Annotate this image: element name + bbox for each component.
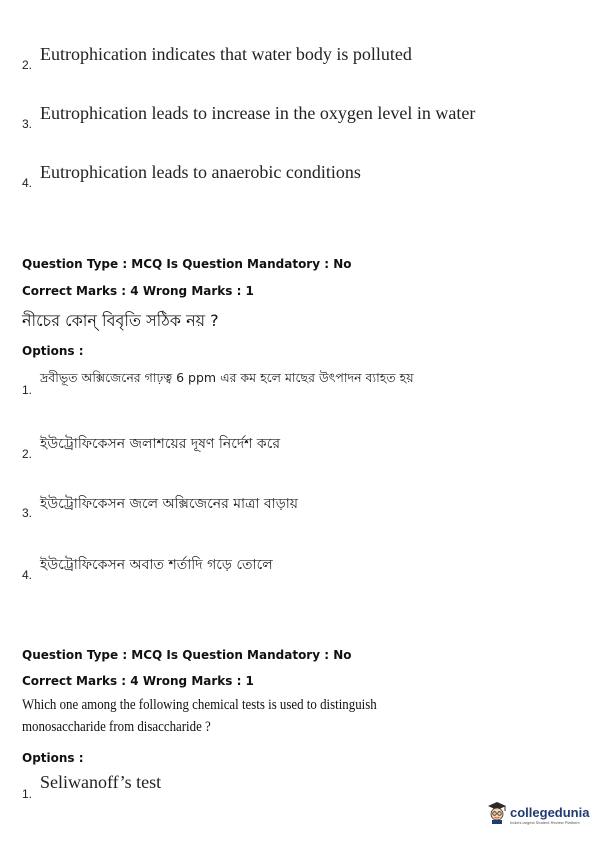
option-text: Eutrophication leads to increase in the oxygen level in water [40, 103, 476, 123]
option-text: ইউট্রোফিকেসন জলে অক্সিজেনের মাত্রা বাড়ায় [40, 496, 299, 512]
logo-name: collegedunia [510, 804, 590, 820]
option-number: 1. [22, 383, 33, 397]
student-mascot-icon [486, 800, 508, 829]
option-text: Seliwanoff’s test [40, 772, 162, 792]
option-number: 4. [22, 176, 33, 190]
options-label: Options : [22, 751, 84, 765]
option-text: Eutrophication leads to anaerobic conditions [40, 162, 361, 182]
option-number: 1. [22, 787, 33, 801]
question-text: Which one among the following chemical tests is used to distinguish monosaccharide from disaccharide ? [22, 697, 377, 735]
option-text: Eutrophication indicates that water body is polluted [40, 44, 412, 64]
option-text: ইউট্রোফিকেসন অবাত শর্তাদি গড়ে তোলে [40, 557, 273, 573]
option-number: 3. [22, 117, 33, 131]
option-number: 2. [22, 447, 33, 461]
question-type-line: Question Type : MCQ Is Question Mandatory : No [22, 648, 352, 662]
option-number: 4. [22, 568, 33, 582]
collegedunia-logo [486, 800, 589, 829]
option-text: দ্রবীভূত অক্সিজেনের গাঢ়ত্ব 6 ppm এর কম হলে মাছের উৎপাদন ব্যাহত হয় [40, 370, 414, 385]
logo-tagline: India's largest Student Review Platform [510, 819, 580, 825]
question-type-line: Question Type : MCQ Is Question Mandatory : No [22, 257, 352, 271]
option-number: 3. [22, 506, 33, 520]
marks-line: Correct Marks : 4 Wrong Marks : 1 [22, 284, 254, 298]
options-label: Options : [22, 344, 84, 358]
option-text: ইউট্রোফিকেসন জলাশয়ের দূষণ নির্দেশ করে [40, 436, 281, 452]
marks-line: Correct Marks : 4 Wrong Marks : 1 [22, 674, 254, 688]
question-text: নীচের কোন্ বিবৃতি সঠিক নয় ? [22, 311, 219, 330]
option-number: 2. [22, 58, 33, 72]
